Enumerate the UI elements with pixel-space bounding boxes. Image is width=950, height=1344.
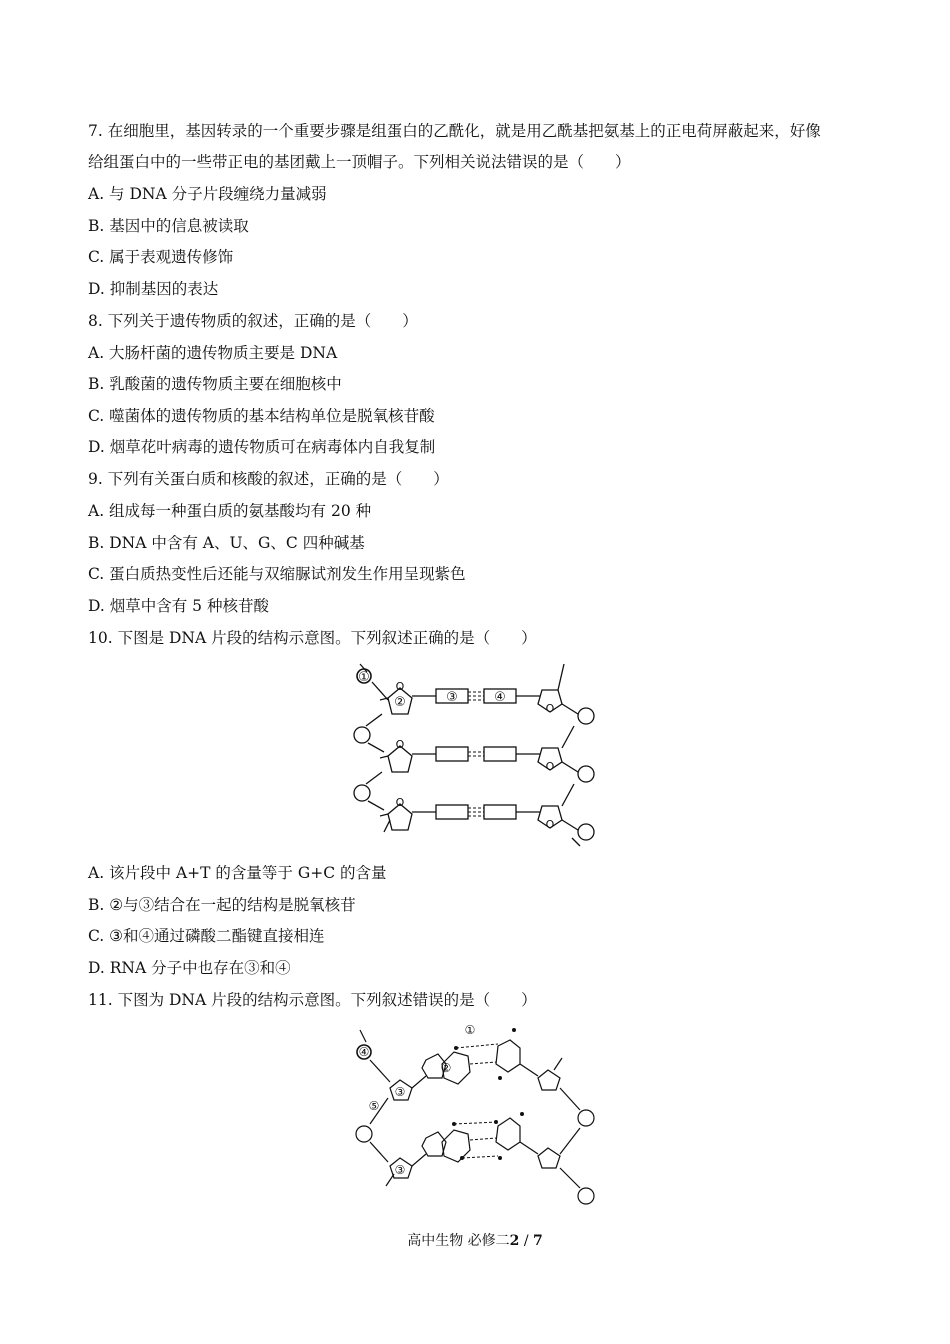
q8-option-b: B. 乳酸菌的遗传物质主要在细胞核中 bbox=[88, 375, 342, 393]
q9-option-a: A. 组成每一种蛋白质的氨基酸均有 20 种 bbox=[88, 502, 372, 520]
label-4: ④ bbox=[494, 690, 506, 705]
q10-option-b: B. ②与③结合在一起的结构是脱氧核苷 bbox=[88, 896, 356, 914]
q7-option-d: D. 抑制基因的表达 bbox=[88, 280, 219, 298]
label-3: ③ bbox=[394, 1085, 406, 1099]
q9-option-c: C. 蛋白质热变性后还能与双缩脲试剂发生作用呈现紫色 bbox=[88, 565, 466, 583]
label-1: ① bbox=[464, 1023, 476, 1037]
label-2: ② bbox=[440, 1061, 452, 1075]
page-number: 2 bbox=[509, 1233, 520, 1249]
q8-option-d: D. 烟草花叶病毒的遗传物质可在病毒体内自我复制 bbox=[88, 438, 436, 456]
q10-option-c: C. ③和④通过磷酸二酯键直接相连 bbox=[88, 927, 325, 945]
svg-text:O: O bbox=[395, 738, 405, 751]
q7-stem-line-1: 7. 在细胞里，基因转录的一个重要步骤是组蛋白的乙酰化，就是用乙酰基把氨基上的正电荷屏蔽起来，好像 bbox=[88, 122, 821, 140]
label-5: ⑤ bbox=[368, 1099, 380, 1113]
svg-text:O: O bbox=[545, 702, 555, 715]
svg-text:O: O bbox=[395, 796, 405, 809]
q11-stem: 11. 下图为 DNA 片段的结构示意图。下列叙述错误的是（ ） bbox=[88, 991, 537, 1009]
q10-option-a: A. 该片段中 A+T 的含量等于 G+C 的含量 bbox=[88, 864, 387, 882]
q7-stem-line-2: 给组蛋白中的一些带正电的基团戴上一顶帽子。下列相关说法错误的是（ ） bbox=[88, 153, 631, 171]
svg-text:O: O bbox=[395, 680, 405, 693]
q7-option-c: C. 属于表观遗传修饰 bbox=[88, 248, 234, 266]
q10-stem: 10. 下图是 DNA 片段的结构示意图。下列叙述正确的是（ ） bbox=[88, 629, 537, 647]
label-2: ② bbox=[394, 695, 406, 710]
label-3: ③ bbox=[446, 690, 458, 705]
footer-text: 高中生物 必修二 bbox=[407, 1233, 510, 1249]
q7-option-a: A. 与 DNA 分子片段缠绕力量减弱 bbox=[88, 185, 327, 203]
q8-option-a: A. 大肠杆菌的遗传物质主要是 DNA bbox=[88, 344, 338, 362]
dna-diagram-11 bbox=[348, 1018, 604, 1214]
q9-option-d: D. 烟草中含有 5 种核苷酸 bbox=[88, 597, 269, 615]
svg-text:O: O bbox=[545, 818, 555, 831]
q10-option-d: D. RNA 分子中也存在③和④ bbox=[88, 959, 291, 977]
label-3b: ③ bbox=[394, 1163, 406, 1177]
page-footer bbox=[0, 1230, 950, 1250]
q8-option-c: C. 噬菌体的遗传物质的基本结构单位是脱氧核苷酸 bbox=[88, 407, 435, 425]
label-4: ④ bbox=[358, 1045, 370, 1059]
q9-option-b: B. DNA 中含有 A、U、G、C 四种碱基 bbox=[88, 534, 365, 552]
label-1: ① bbox=[358, 670, 370, 685]
q8-stem: 8. 下列关于遗传物质的叙述，正确的是（ ） bbox=[88, 312, 418, 330]
q9-stem: 9. 下列有关蛋白质和核酸的叙述，正确的是（ ） bbox=[88, 470, 449, 488]
page-total: 7 bbox=[533, 1233, 543, 1249]
page-separator: / bbox=[519, 1233, 534, 1249]
q7-option-b: B. 基因中的信息被读取 bbox=[88, 217, 249, 235]
dna-diagram-10 bbox=[350, 660, 600, 850]
svg-text:O: O bbox=[545, 760, 555, 773]
